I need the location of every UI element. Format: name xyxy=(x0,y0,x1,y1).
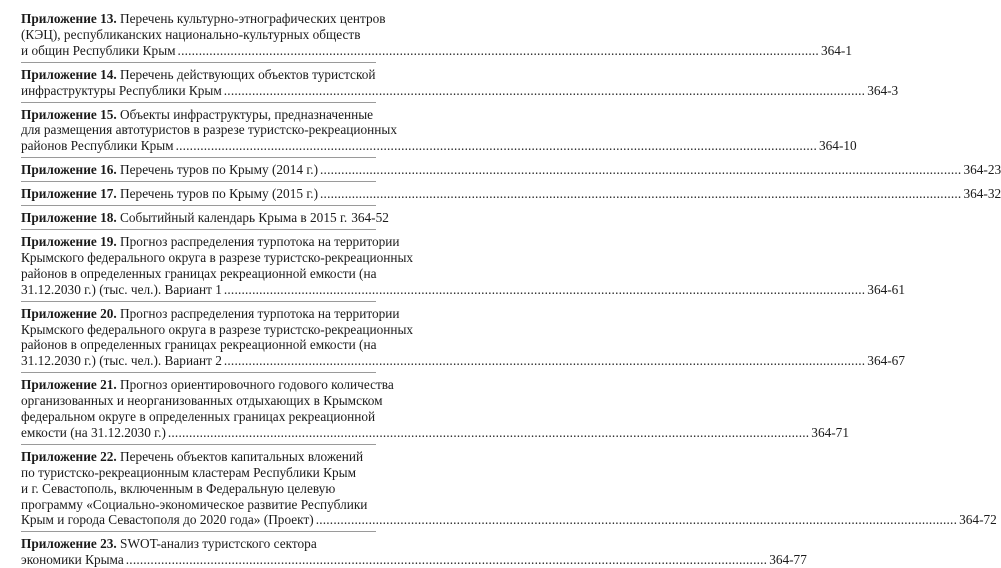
toc-entry-line xyxy=(21,393,383,409)
page-number: 364-77 xyxy=(769,552,807,568)
toc-entry-line xyxy=(21,337,376,353)
toc-entry xyxy=(21,106,857,155)
entry-divider xyxy=(21,301,376,302)
toc-entry xyxy=(21,448,997,529)
appendix-label: Приложение 13. xyxy=(21,11,117,26)
entry-divider xyxy=(21,229,376,230)
entry-title-text: (КЭЦ), республиканских национально-культурных обществ xyxy=(21,26,361,42)
toc-entry xyxy=(21,233,905,298)
entry-title-text: Перечень объектов капитальных вложений xyxy=(116,448,364,464)
toc-entry-line xyxy=(21,305,400,322)
entry-title-text: емкости (на 31.12.2030 г.) xyxy=(21,424,166,440)
toc-entry-line xyxy=(21,27,376,43)
page-number: 364-23 xyxy=(963,162,1001,178)
dot-leader xyxy=(178,43,819,59)
page-number: 364-52 xyxy=(351,210,389,226)
entry-divider xyxy=(21,444,376,445)
toc-entry-line xyxy=(21,377,394,393)
entry-title-text: 31.12.2030 г.) (тыс. чел.). Вариант 2 xyxy=(21,353,222,369)
entry-divider xyxy=(21,102,376,103)
dot-leader xyxy=(168,425,809,441)
entry-divider xyxy=(21,205,376,206)
entry-title-text: Событийный календарь Крыма в 2015 г. xyxy=(116,210,348,226)
entry-title-text: организованных и неорганизованных отдыхающих в Крымском xyxy=(21,393,383,409)
entry-title-text: Прогноз распределения турпотока на территории xyxy=(116,305,400,321)
entry-divider xyxy=(21,372,376,373)
toc-entry-line xyxy=(21,107,376,123)
entry-title-text: по туристско-рекреационным кластерам Республики Крым xyxy=(21,464,356,480)
toc-entry-line xyxy=(21,249,414,266)
page-number: 364-1 xyxy=(820,42,852,58)
toc-entry xyxy=(21,11,852,59)
appendix-label: Приложение 22. xyxy=(21,448,117,464)
dot-leader xyxy=(224,353,865,369)
appendix-label: Приложение 23. xyxy=(21,536,117,552)
entry-title-text: Прогноз ориентировочного годового количества xyxy=(116,377,394,393)
page-number: 364-32 xyxy=(963,186,1001,202)
page-number: 364-3 xyxy=(867,82,899,98)
entry-title-text: районов в определенных границах рекреационной емкости (на xyxy=(21,337,377,353)
entry-title-text: районов в определенных границах рекреационной емкости (на xyxy=(21,265,377,281)
entry-title-text: районов Республики Крым xyxy=(21,138,174,154)
toc-entry xyxy=(21,162,1001,178)
page-number: 364-10 xyxy=(819,138,857,154)
toc-entry-last-line xyxy=(21,82,899,99)
entry-divider xyxy=(21,181,376,182)
dot-leader xyxy=(126,552,767,568)
toc-entry-line xyxy=(21,465,376,481)
page-number: 364-61 xyxy=(867,281,905,297)
appendix-label: Приложение 14. xyxy=(21,66,117,82)
toc-entry xyxy=(21,377,849,441)
entry-title-text: экономики Крыма xyxy=(21,552,124,568)
entry-title-text: Крымского федерального округа в разрезе туристско-рекреационных xyxy=(21,321,414,337)
entry-title-text: Крымского федерального округа в разрезе туристско-рекреационных xyxy=(21,249,414,265)
toc-entry xyxy=(21,305,905,370)
appendix-label: Приложение 21. xyxy=(21,377,117,393)
entry-title-text: федеральном округе в определенных границах рекреационной xyxy=(21,409,376,425)
toc-entry-last-line xyxy=(21,138,857,154)
toc-entry-line xyxy=(21,321,414,338)
entry-title-text: и общин Республики Крым xyxy=(21,42,176,58)
dot-leader xyxy=(176,138,817,154)
entry-title-text: и г. Севастополь, включенным в Федеральную целевую xyxy=(21,480,336,496)
toc-entry-line xyxy=(21,449,376,465)
toc-entry-last-line xyxy=(21,353,905,369)
entry-title-text: программу «Социально-экономическое развитие Республики xyxy=(21,496,368,512)
entry-divider xyxy=(21,62,376,63)
toc-entry-last-line xyxy=(21,42,852,59)
entry-title-text: Объекты инфраструктуры, предназначенные xyxy=(116,106,374,122)
entry-title-text: Перечень культурно-этнографических центров xyxy=(116,11,386,26)
toc-entry-line xyxy=(21,122,397,138)
appendix-label: Приложение 19. xyxy=(21,233,117,249)
entry-title-text: 31.12.2030 г.) (тыс. чел.). Вариант 1 xyxy=(21,281,222,297)
toc-entry xyxy=(21,536,807,568)
toc-entry-line xyxy=(21,409,376,425)
entry-title-text: Перечень действующих объектов туристской xyxy=(116,66,376,82)
page-number: 364-71 xyxy=(811,424,849,440)
appendix-label: Приложение 17. xyxy=(21,186,117,202)
toc-entry xyxy=(21,210,389,226)
entry-title-text: Крым и города Севастополя до 2020 года» (Проект) xyxy=(21,512,314,528)
appendix-label: Приложение 15. xyxy=(21,106,117,122)
appendix-label: Приложение 18. xyxy=(21,210,117,226)
toc-entry-last-line xyxy=(21,281,905,298)
entry-title-text: инфраструктуры Республики Крым xyxy=(21,82,222,98)
toc-entry-line xyxy=(21,536,376,552)
toc-entry-line xyxy=(21,497,376,513)
dot-leader xyxy=(320,186,961,202)
toc-entry-line xyxy=(21,233,400,250)
toc-entry xyxy=(21,186,1001,202)
toc-entry-line xyxy=(21,266,376,282)
page-number: 364-67 xyxy=(867,353,905,369)
entry-title-text: Перечень туров по Крыму (2014 г.) xyxy=(116,162,319,178)
appendix-label: Приложение 16. xyxy=(21,162,117,178)
page-number: 364-72 xyxy=(959,512,997,528)
toc-entry-line xyxy=(21,11,386,27)
entry-title-text: Перечень туров по Крыму (2015 г.) xyxy=(116,186,319,202)
table-of-contents xyxy=(21,11,1001,568)
dot-leader xyxy=(320,162,961,178)
toc-entry-last-line xyxy=(21,162,1001,178)
dot-leader xyxy=(224,282,865,298)
entry-title-text: SWOT-анализ туристского сектора xyxy=(116,536,317,552)
toc-entry-last-line xyxy=(21,186,1001,202)
entry-title-text: для размещения автотуристов в разрезе туристско-рекреационных xyxy=(21,122,397,138)
dot-leader xyxy=(224,83,865,99)
entry-divider xyxy=(21,157,376,158)
toc-entry-line xyxy=(21,481,376,497)
toc-entry xyxy=(21,66,899,99)
dot-leader xyxy=(316,512,957,528)
toc-entry-last-line xyxy=(21,210,389,226)
entry-title-text: Прогноз распределения турпотока на территории xyxy=(116,233,400,249)
entry-divider xyxy=(21,531,376,532)
appendix-label: Приложение 20. xyxy=(21,305,117,321)
toc-entry-line xyxy=(21,67,376,83)
toc-entry-last-line xyxy=(21,424,849,441)
toc-entry-last-line xyxy=(21,552,807,568)
toc-entry-last-line xyxy=(21,512,997,528)
